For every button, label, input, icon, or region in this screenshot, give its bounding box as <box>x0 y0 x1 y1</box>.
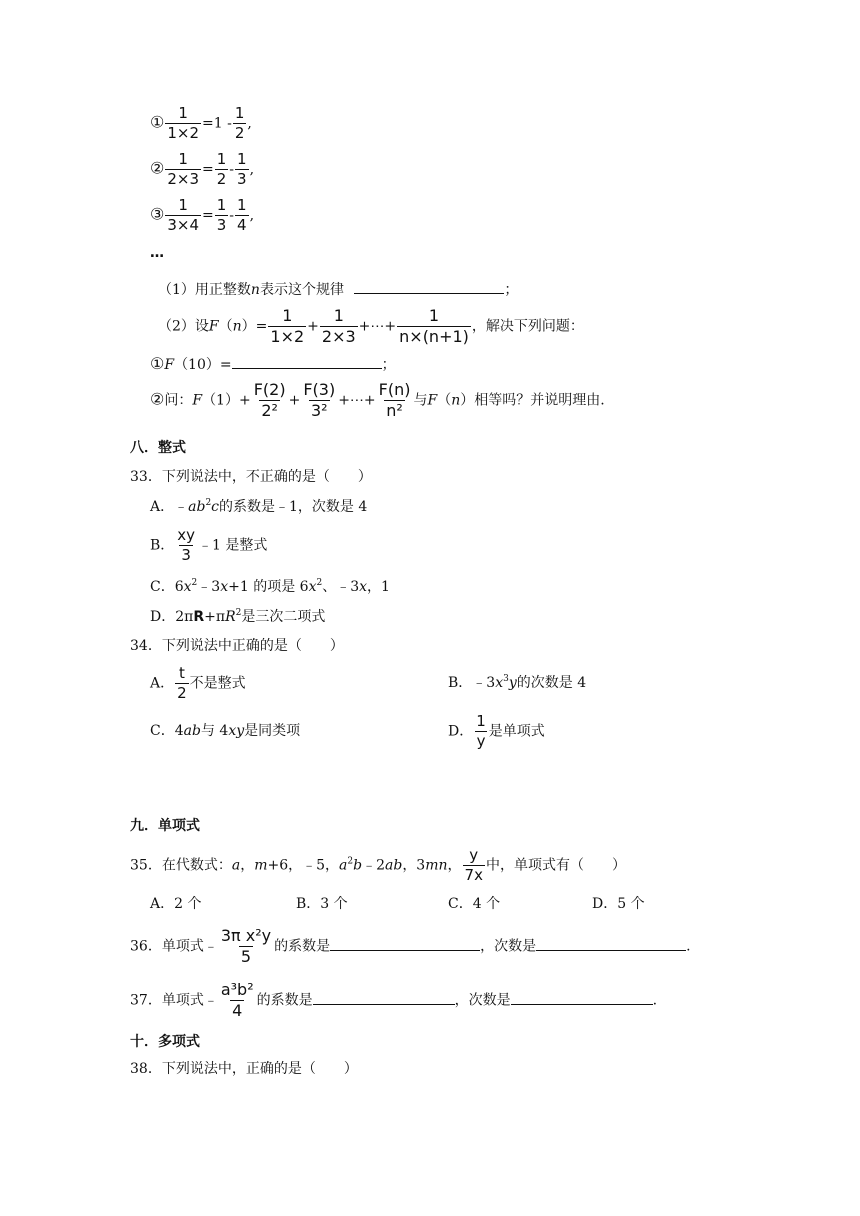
option-b[interactable]: B．3 个 <box>296 896 348 912</box>
section-heading: 八．整式 <box>130 440 186 456</box>
question-stem: 35．在代数式：a，m+6，﹣5，$a^2b﹣2ab$，3mn， $\frac{y}{7x}$ 中，单项式有（ ） <box>130 846 626 884</box>
option-c[interactable]: C．4 个 <box>448 896 501 912</box>
q32-part2: （2）设F（n）= $\frac{1}{1\times 2}$ + $\frac{1}{2\times 3}$ +⋯+ $\frac{1}{n\times(n+1)}$ ，解决下列问题： <box>158 306 584 346</box>
fraction: $\frac{xy}{3}$ <box>177 526 196 564</box>
fraction: $\frac{\text{a³b²}}{4}$ <box>220 980 254 1020</box>
option-c[interactable]: C．$6x^2﹣3x+1$ 的项是 $6x^2$、﹣3x，1 <box>150 578 390 595</box>
fraction: $\frac{1}{2\times 3}$ <box>167 150 199 188</box>
option-a[interactable]: A． $\frac{t}{2}$ 不是整式 <box>150 664 246 702</box>
q32-part1: （1）用正整数n表示这个规律 ； <box>158 282 519 298</box>
circled-number: ③ <box>150 204 165 224</box>
answer-blank[interactable] <box>536 938 686 951</box>
question-36: 36．单项式﹣ $\frac{\text{3π x²y}}{5}$ 的系数是 ，次数是 . <box>130 926 691 966</box>
option-d[interactable]: D．$2\pi R+\pi R^2$是三次二项式 <box>150 608 326 625</box>
question-stem: 38．下列说法中，正确的是（ ） <box>130 1061 358 1077</box>
fraction: $\frac{1}{n\times(n+1)}$ <box>399 306 469 346</box>
fraction: $\frac{1}{3}$ <box>237 150 247 188</box>
identity-1: ① $\frac{1}{1\times 2}$ =1 - $\frac{1}{2}$ , <box>150 104 252 142</box>
fraction: $\frac{1}{4}$ <box>237 196 247 234</box>
answer-blank[interactable] <box>354 281 504 294</box>
option-a[interactable]: A．$﹣ab^2c$的系数是﹣1，次数是 4 <box>150 498 368 515</box>
fraction: $\frac{1}{3}$ <box>216 196 227 234</box>
identity-2: ② $\frac{1}{2\times 3}$ = $\frac{1}{2}$ - $\frac{1}{3}$ , <box>150 150 255 188</box>
fraction: $\frac{1}{3\times 4}$ <box>167 196 199 234</box>
fraction: $\frac{F(3)}{\text{3²}}$ <box>303 380 336 420</box>
question-stem: 33．下列说法中，不正确的是（ ） <box>130 469 372 485</box>
circled-number: ② <box>150 158 165 178</box>
fraction: $\frac{1}{2}$ <box>216 150 227 188</box>
equation-text: =1 - <box>202 115 232 132</box>
option-c[interactable]: C．4ab与 4xy是同类项 <box>150 723 301 739</box>
q32-sub2: ②问：F（1）+ $\frac{F(2)}{\text{2²}}$ + $\frac{F(3)}{\text{3²}}$ +⋯+ $\frac{F(n)}{\text{n²}}$ 与F（n）相等吗？并说明理由. <box>150 380 605 420</box>
answer-blank[interactable] <box>313 992 455 1005</box>
fraction: $\frac{1}{1\times 2}$ <box>167 104 199 142</box>
question-37: 37．单项式﹣ $\frac{\text{a³b²}}{4}$ 的系数是 ，次数是 . <box>130 980 658 1020</box>
fraction: $\frac{1}{2\times 3}$ <box>321 306 356 346</box>
ellipsis: … <box>150 245 164 261</box>
option-b[interactable]: B．$﹣3x^3y$的次数是 4 <box>448 674 587 691</box>
section-heading: 九．单项式 <box>130 818 200 834</box>
fraction: $\frac{1}{2}$ <box>234 104 245 142</box>
option-a[interactable]: A．2 个 <box>150 896 202 912</box>
fraction: $\frac{1}{1\times 2}$ <box>270 306 305 346</box>
option-d[interactable]: D．5 个 <box>592 896 645 912</box>
option-d[interactable]: D． $\frac{1}{y}$ 是单项式 <box>448 712 545 750</box>
fraction: $\frac{t}{2}$ <box>177 664 187 702</box>
answer-blank[interactable] <box>232 356 382 369</box>
fraction: $\frac{F(n)}{\text{n²}}$ <box>378 380 411 420</box>
question-stem: 34．下列说法中正确的是（ ） <box>130 638 344 654</box>
fraction: $\frac{\text{3π x²y}}{5}$ <box>220 926 272 966</box>
identity-3: ③ $\frac{1}{3\times 4}$ = $\frac{1}{3}$ - $\frac{1}{4}$ , <box>150 196 255 234</box>
fraction: $\frac{1}{y}$ <box>476 712 486 750</box>
fraction: $\frac{F(2)}{\text{2²}}$ <box>253 380 286 420</box>
circled-number: ① <box>150 112 165 132</box>
fraction: $\frac{y}{7x}$ <box>464 846 483 884</box>
section-heading: 十．多项式 <box>130 1034 200 1050</box>
answer-blank[interactable] <box>511 992 653 1005</box>
answer-blank[interactable] <box>330 938 480 951</box>
option-b[interactable]: B． $\frac{xy}{3}$ ﹣1 是整式 <box>150 526 268 564</box>
q32-sub1: ①F（10）= ； <box>150 354 396 373</box>
